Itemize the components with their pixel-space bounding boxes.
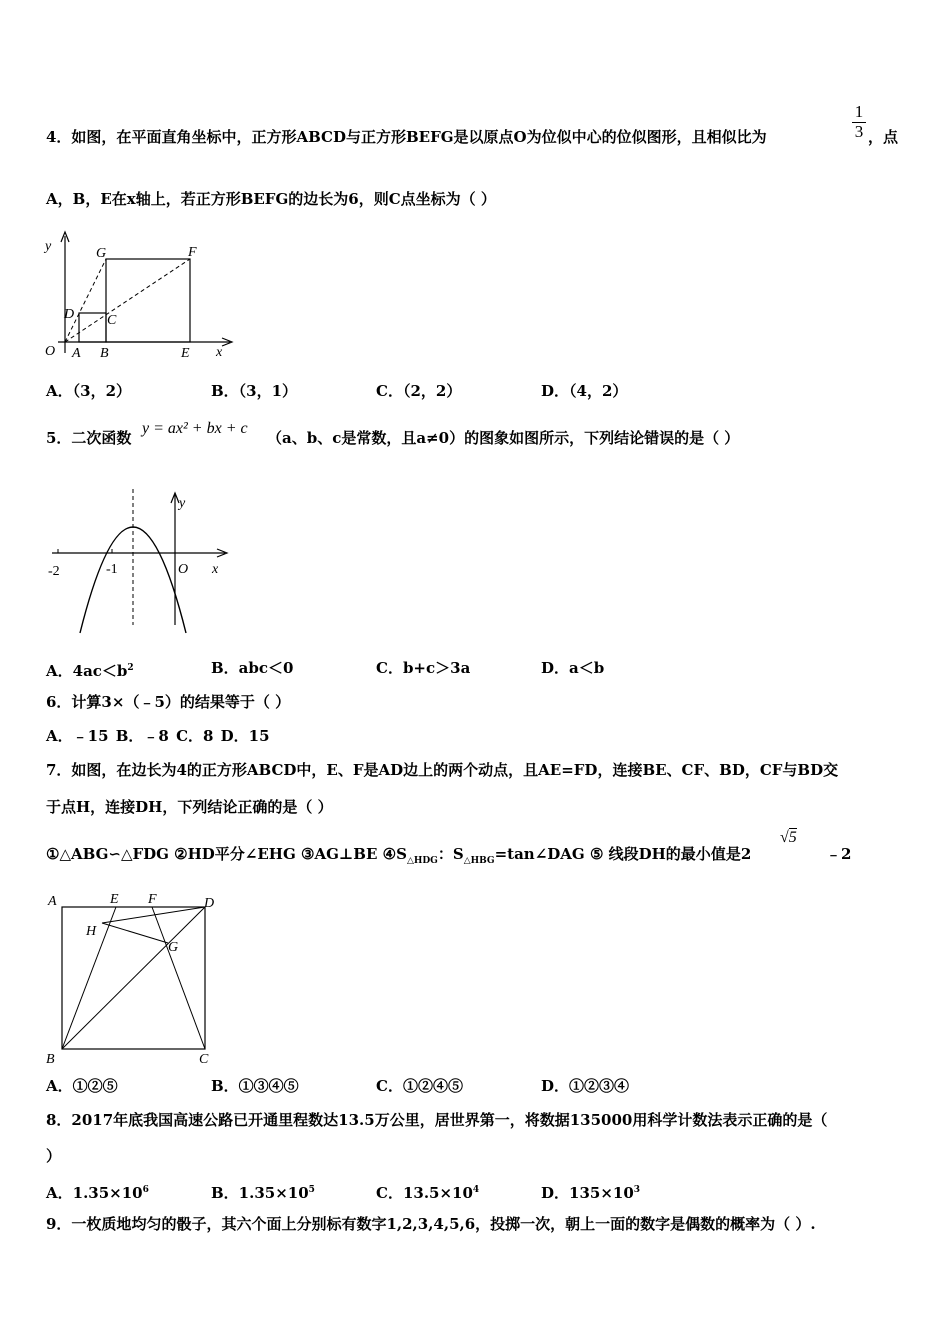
q7-option-c: C．①②④⑤: [376, 1077, 463, 1095]
stmt-sub: △HDG: [406, 856, 438, 866]
label-d: D: [64, 307, 75, 322]
q7-line2: 于点H，连接DH，下列结论正确的是（ ）: [46, 798, 333, 816]
line-hg: [102, 923, 168, 943]
q6-line: 6．计算3×（﹣5）的结果等于（ ）: [46, 693, 291, 711]
fraction-denominator: 3: [852, 122, 866, 141]
q4-option-c: C．（2，2）: [376, 382, 462, 400]
option-text: A．4ac＜b: [46, 662, 128, 680]
label-x: x: [212, 562, 219, 577]
q5-prefix: 5．二次函数: [46, 429, 132, 447]
label-e: E: [110, 892, 119, 907]
label-c: C: [199, 1052, 209, 1067]
q7-option-b: B．①③④⑤: [211, 1077, 299, 1095]
option-sup: 6: [142, 1185, 149, 1195]
q4-option-d: D．（4，2）: [541, 382, 628, 400]
q7-option-d: D．①②③④: [541, 1077, 630, 1095]
label-b: B: [46, 1052, 55, 1067]
q6-options: A．﹣15 B．﹣8 C．8 D．15: [46, 727, 270, 745]
q8-line1: 8．2017年底我国高速公路已开通里程数达13.5万公里，居世界第一，将数据135000用科学计数法表示正确的是（: [46, 1111, 828, 1129]
option-sup: 4: [472, 1185, 480, 1195]
option-text: A．1.35×10: [46, 1184, 143, 1202]
stmt-part: =tan∠DAG ⑤ 线段DH的最小值是2: [494, 845, 752, 863]
q7-stmt-end: ﹣2: [826, 845, 852, 863]
dashed-of: [65, 259, 190, 342]
label-y: y: [179, 496, 186, 511]
label-b: B: [100, 346, 109, 361]
option-text: D．135×10: [541, 1184, 634, 1202]
q5-figure: [40, 485, 240, 635]
label-y: y: [45, 239, 52, 254]
q9-line: 9．一枚质地均匀的骰子，其六个面上分别标有数字1,2,3,4,5,6，投掷一次，朝上一面的数字是偶数的概率为（ ）.: [46, 1215, 816, 1233]
q7-figure: [40, 885, 230, 1070]
label-e: E: [181, 346, 190, 361]
sqrt-value: 5: [788, 829, 797, 846]
stmt-part: ：S: [437, 845, 464, 863]
q5-option-c: C．b+c＞3a: [376, 659, 471, 677]
q4-figure: [40, 228, 240, 363]
q4-option-b: B．（3，1）: [211, 382, 298, 400]
label-m2: -2: [48, 564, 60, 579]
label-x: x: [216, 345, 223, 360]
q7-option-a: A．①②⑤: [46, 1077, 118, 1095]
option-text: C．13.5×10: [376, 1184, 473, 1202]
line-hd: [102, 907, 205, 923]
label-o: O: [178, 562, 189, 577]
label-m1: -1: [106, 562, 118, 577]
q5-suffix: （a、b、c是常数，且a≠0）的图象如图所示，下列结论错误的是（ ）: [267, 429, 740, 447]
q8-option-d: [541, 1180, 640, 1203]
label-h: H: [86, 924, 97, 939]
label-a: A: [48, 894, 57, 909]
q8-line2: ）: [46, 1147, 62, 1165]
square-befg: [106, 259, 190, 342]
stmt-part: ①△ABG∽△FDG ②HD平分∠EHG ③AG⊥BE ④S: [46, 845, 407, 863]
q4-fraction: [852, 102, 866, 141]
fraction-numerator: 1: [854, 102, 864, 121]
q4-option-a: A．（3，2）: [46, 382, 132, 400]
q7-statements: [46, 844, 751, 871]
label-g: G: [96, 246, 107, 261]
q4-line1: [46, 127, 767, 147]
line-cf: [152, 907, 205, 1049]
q8-option-a: [46, 1180, 149, 1203]
q5-option-a: [46, 658, 134, 681]
line-bd: [62, 907, 205, 1049]
label-f: F: [148, 892, 157, 907]
q5-formula: y = ax² + bx + c: [142, 420, 248, 437]
label-a: A: [72, 346, 81, 361]
q7-line1: 7．如图，在边长为4的正方形ABCD中，E、F是AD边上的两个动点，且AE=FD，连接BE、CF、BD，CF与BD交: [46, 761, 839, 779]
option-sup: 5: [308, 1185, 315, 1195]
label-d: D: [204, 896, 215, 911]
option-text: B．1.35×10: [211, 1184, 309, 1202]
label-g: G: [168, 940, 179, 955]
label-c: C: [107, 313, 117, 328]
q5-option-b: B．abc＜0: [211, 659, 294, 677]
option-sup: 3: [633, 1185, 641, 1195]
q4-line1-end: ，点: [868, 128, 899, 146]
q8-option-b: [211, 1180, 315, 1203]
dashed-og: [65, 259, 106, 342]
label-f: F: [188, 245, 197, 260]
q5-option-d: D．a＜b: [541, 659, 605, 677]
q8-option-c: [376, 1180, 479, 1203]
stmt-sub: △HBG: [463, 856, 495, 866]
label-o: O: [45, 344, 56, 359]
option-sup: 2: [127, 663, 134, 673]
q4-text: 4．如图，在平面直角坐标中，正方形ABCD与正方形BEFG是以原点O为位似中心的位似图形，且相似比为: [46, 128, 767, 146]
sqrt-symbol: √5: [780, 829, 797, 846]
q4-line2: A，B，E在x轴上，若正方形BEFG的边长为6，则C点坐标为（ ）: [46, 190, 496, 208]
